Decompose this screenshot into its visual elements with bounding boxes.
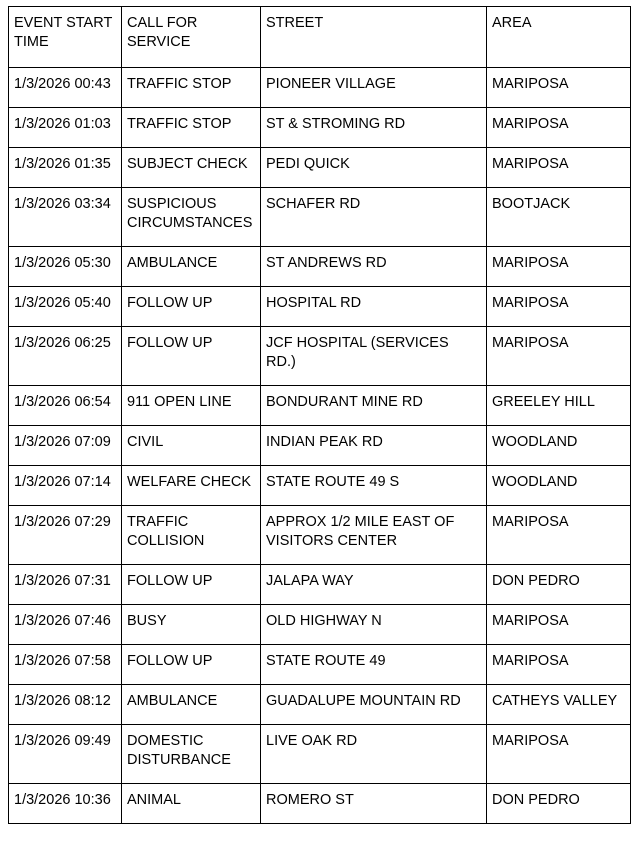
cell-street: ST ANDREWS RD [261, 247, 487, 287]
cell-call-for-service: FOLLOW UP [122, 327, 261, 386]
cell-street: PIONEER VILLAGE [261, 68, 487, 108]
cell-event-start-time: 1/3/2026 06:54 [9, 386, 122, 426]
cell-street: ST & STROMING RD [261, 108, 487, 148]
table-row [9, 188, 631, 247]
cell-event-start-time: 1/3/2026 06:25 [9, 327, 122, 386]
table-row [9, 565, 631, 605]
cell-area: CATHEYS VALLEY [487, 685, 631, 725]
cell-call-for-service: SUSPICIOUS CIRCUMSTANCES [122, 188, 261, 247]
cell-call-for-service: AMBULANCE [122, 247, 261, 287]
cell-call-for-service: TRAFFIC STOP [122, 68, 261, 108]
cell-event-start-time: 1/3/2026 07:14 [9, 466, 122, 506]
table-row [9, 426, 631, 466]
cell-street: HOSPITAL RD [261, 287, 487, 327]
cell-area: BOOTJACK [487, 188, 631, 247]
cell-event-start-time: 1/3/2026 07:58 [9, 645, 122, 685]
cell-area: MARIPOSA [487, 605, 631, 645]
cell-event-start-time: 1/3/2026 09:49 [9, 725, 122, 784]
cell-street: PEDI QUICK [261, 148, 487, 188]
cell-event-start-time: 1/3/2026 01:35 [9, 148, 122, 188]
table-row [9, 247, 631, 287]
cell-street: ROMERO ST [261, 784, 487, 824]
cell-event-start-time: 1/3/2026 08:12 [9, 685, 122, 725]
cell-area: MARIPOSA [487, 247, 631, 287]
cell-event-start-time: 1/3/2026 07:46 [9, 605, 122, 645]
cell-area: MARIPOSA [487, 725, 631, 784]
table-row [9, 108, 631, 148]
table-row [9, 68, 631, 108]
table-row [9, 605, 631, 645]
table-row [9, 287, 631, 327]
cell-event-start-time: 1/3/2026 05:30 [9, 247, 122, 287]
header-event-start-time: EVENT START TIME [9, 7, 122, 68]
cell-street: LIVE OAK RD [261, 725, 487, 784]
cell-call-for-service: BUSY [122, 605, 261, 645]
cell-street: BONDURANT MINE RD [261, 386, 487, 426]
header-street: STREET [261, 7, 487, 68]
cell-street: STATE ROUTE 49 S [261, 466, 487, 506]
cell-area: MARIPOSA [487, 506, 631, 565]
cell-call-for-service: AMBULANCE [122, 685, 261, 725]
cell-event-start-time: 1/3/2026 01:03 [9, 108, 122, 148]
cell-call-for-service: CIVIL [122, 426, 261, 466]
cell-street: SCHAFER RD [261, 188, 487, 247]
cell-street: JALAPA WAY [261, 565, 487, 605]
table-header [9, 7, 631, 68]
cell-event-start-time: 1/3/2026 05:40 [9, 287, 122, 327]
table-row [9, 685, 631, 725]
cell-street: APPROX 1/2 MILE EAST OF VISITORS CENTER [261, 506, 487, 565]
table-body [9, 68, 631, 824]
cell-area: WOODLAND [487, 466, 631, 506]
cell-call-for-service: 911 OPEN LINE [122, 386, 261, 426]
cell-event-start-time: 1/3/2026 07:09 [9, 426, 122, 466]
cell-call-for-service: ANIMAL [122, 784, 261, 824]
cell-area: MARIPOSA [487, 645, 631, 685]
cell-street: INDIAN PEAK RD [261, 426, 487, 466]
table-row [9, 784, 631, 824]
cell-street: STATE ROUTE 49 [261, 645, 487, 685]
cell-area: GREELEY HILL [487, 386, 631, 426]
cell-event-start-time: 1/3/2026 03:34 [9, 188, 122, 247]
table-row [9, 506, 631, 565]
cell-call-for-service: FOLLOW UP [122, 565, 261, 605]
table-row [9, 466, 631, 506]
header-area: AREA [487, 7, 631, 68]
cell-event-start-time: 1/3/2026 10:36 [9, 784, 122, 824]
cell-call-for-service: SUBJECT CHECK [122, 148, 261, 188]
header-row [9, 7, 631, 68]
table-row [9, 386, 631, 426]
cell-event-start-time: 1/3/2026 07:31 [9, 565, 122, 605]
cell-area: DON PEDRO [487, 565, 631, 605]
cell-call-for-service: DOMESTIC DISTURBANCE [122, 725, 261, 784]
cell-call-for-service: FOLLOW UP [122, 287, 261, 327]
table-row [9, 645, 631, 685]
cell-area: MARIPOSA [487, 108, 631, 148]
cell-area: DON PEDRO [487, 784, 631, 824]
cell-area: MARIPOSA [487, 68, 631, 108]
header-call-for-service: CALL FOR SERVICE [122, 7, 261, 68]
call-log-table [8, 6, 631, 824]
cell-area: MARIPOSA [487, 287, 631, 327]
cell-event-start-time: 1/3/2026 00:43 [9, 68, 122, 108]
cell-call-for-service: TRAFFIC STOP [122, 108, 261, 148]
cell-area: MARIPOSA [487, 148, 631, 188]
cell-area: MARIPOSA [487, 327, 631, 386]
table-row [9, 725, 631, 784]
cell-event-start-time: 1/3/2026 07:29 [9, 506, 122, 565]
table-row [9, 327, 631, 386]
cell-street: JCF HOSPITAL (SERVICES RD.) [261, 327, 487, 386]
table-row [9, 148, 631, 188]
cell-call-for-service: WELFARE CHECK [122, 466, 261, 506]
cell-area: WOODLAND [487, 426, 631, 466]
cell-call-for-service: FOLLOW UP [122, 645, 261, 685]
cell-call-for-service: TRAFFIC COLLISION [122, 506, 261, 565]
cell-street: OLD HIGHWAY N [261, 605, 487, 645]
cell-street: GUADALUPE MOUNTAIN RD [261, 685, 487, 725]
